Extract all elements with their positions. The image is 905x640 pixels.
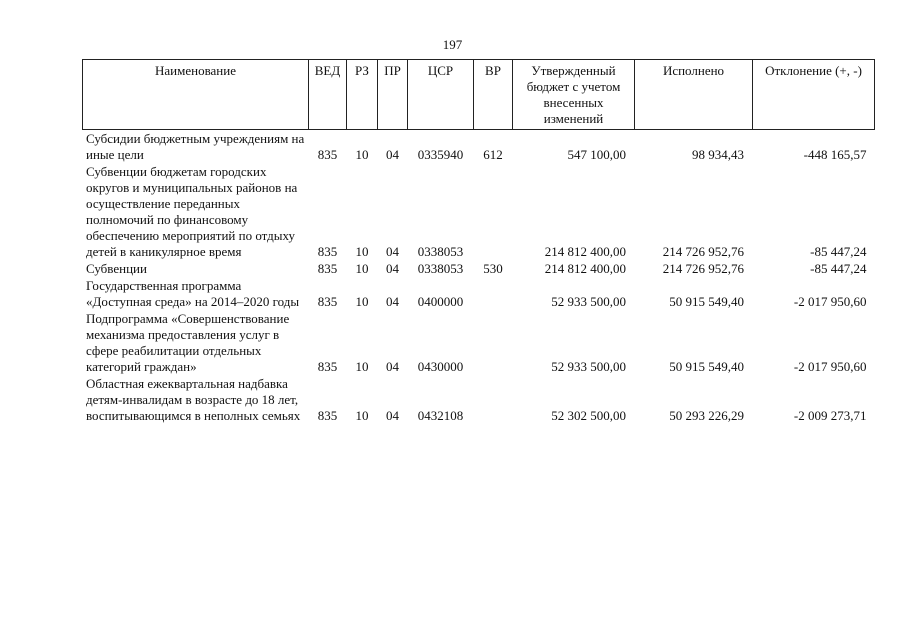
row-pr: 04	[386, 147, 399, 162]
row-executed: 98 934,43	[692, 147, 744, 162]
row-name: Областная ежеквартальная надбавка детям-инвалидам в возрасте до 18 лет, воспитывающимся в неполных семьях	[86, 376, 301, 423]
row-pr: 04	[386, 408, 399, 423]
column-header-rz: РЗ	[347, 60, 378, 130]
row-deviation: -2 009 273,71	[793, 408, 867, 423]
column-header-name: Наименование	[83, 60, 309, 130]
row-rz: 10	[355, 244, 369, 259]
column-header-vr: ВР	[474, 60, 513, 130]
row-csr: 0335940	[417, 147, 464, 162]
table-header	[83, 60, 875, 130]
row-csr: 0400000	[417, 294, 464, 309]
row-deviation: -448 165,57	[803, 147, 867, 162]
row-approved: 214 812 400,00	[544, 244, 626, 259]
row-csr: 0338053	[417, 261, 464, 276]
row-approved: 214 812 400,00	[544, 261, 626, 276]
row-ved: 835	[317, 294, 338, 309]
row-vr	[474, 277, 513, 310]
row-name: Субвенции	[86, 261, 147, 276]
row-vr	[474, 310, 513, 375]
row-executed: 50 293 226,29	[669, 408, 744, 423]
column-header-pr: ПР	[378, 60, 408, 130]
row-executed: 214 726 952,76	[662, 261, 744, 276]
table-row	[83, 310, 875, 375]
row-pr: 04	[386, 294, 399, 309]
column-header-ved: ВЕД	[309, 60, 347, 130]
table-row	[83, 130, 875, 164]
table-row	[83, 375, 875, 424]
row-name: Подпрограмма «Совершенствование механизма предоставления услуг в сфере реабилитации отдельных категорий граждан»	[86, 311, 290, 374]
row-csr: 0432108	[417, 408, 464, 423]
row-vr	[474, 375, 513, 424]
page-number: 197	[442, 37, 463, 52]
row-ved: 835	[317, 359, 338, 374]
column-header-deviation: Отклонение (+, -)	[753, 60, 875, 130]
row-csr: 0430000	[417, 359, 464, 374]
table-row	[83, 163, 875, 260]
row-approved: 52 933 500,00	[551, 359, 626, 374]
row-pr: 04	[386, 244, 399, 259]
table-body	[83, 130, 875, 425]
row-deviation: -2 017 950,60	[793, 359, 867, 374]
row-ved: 835	[317, 408, 338, 423]
row-vr: 530	[483, 261, 503, 276]
row-vr: 612	[483, 147, 503, 162]
row-deviation: -85 447,24	[810, 244, 867, 259]
row-approved: 547 100,00	[567, 147, 626, 162]
budget-table	[82, 59, 875, 424]
row-approved: 52 933 500,00	[551, 294, 626, 309]
row-deviation: -85 447,24	[810, 261, 867, 276]
row-rz: 10	[355, 408, 369, 423]
row-rz: 10	[355, 294, 369, 309]
row-vr	[474, 163, 513, 260]
table-row	[83, 277, 875, 310]
row-csr: 0338053	[417, 244, 464, 259]
row-pr: 04	[386, 359, 399, 374]
row-rz: 10	[355, 261, 369, 276]
column-header-csr: ЦСР	[408, 60, 474, 130]
column-header-approved: Утвержденный бюджет с учетом внесенных изменений	[513, 60, 635, 130]
table-row	[83, 260, 875, 277]
row-approved: 52 302 500,00	[551, 408, 626, 423]
row-executed: 50 915 549,40	[669, 359, 744, 374]
row-ved: 835	[317, 147, 338, 162]
row-ved: 835	[317, 244, 338, 259]
row-rz: 10	[355, 147, 369, 162]
row-executed: 214 726 952,76	[662, 244, 744, 259]
row-executed: 50 915 549,40	[669, 294, 744, 309]
row-name: Субсидии бюджетным учреждениям на иные цели	[86, 131, 305, 162]
row-name: Субвенции бюджетам городских округов и муниципальных районов на осуществление переданных полномочий по финансовому обеспечению мероприятий по отдыху детей в каникулярное время	[86, 164, 298, 259]
row-ved: 835	[317, 261, 338, 276]
row-pr: 04	[386, 261, 399, 276]
row-deviation: -2 017 950,60	[793, 294, 867, 309]
column-header-executed: Исполнено	[635, 60, 753, 130]
row-rz: 10	[355, 359, 369, 374]
row-name: Государственная программа «Доступная среда» на 2014–2020 годы	[86, 278, 300, 309]
